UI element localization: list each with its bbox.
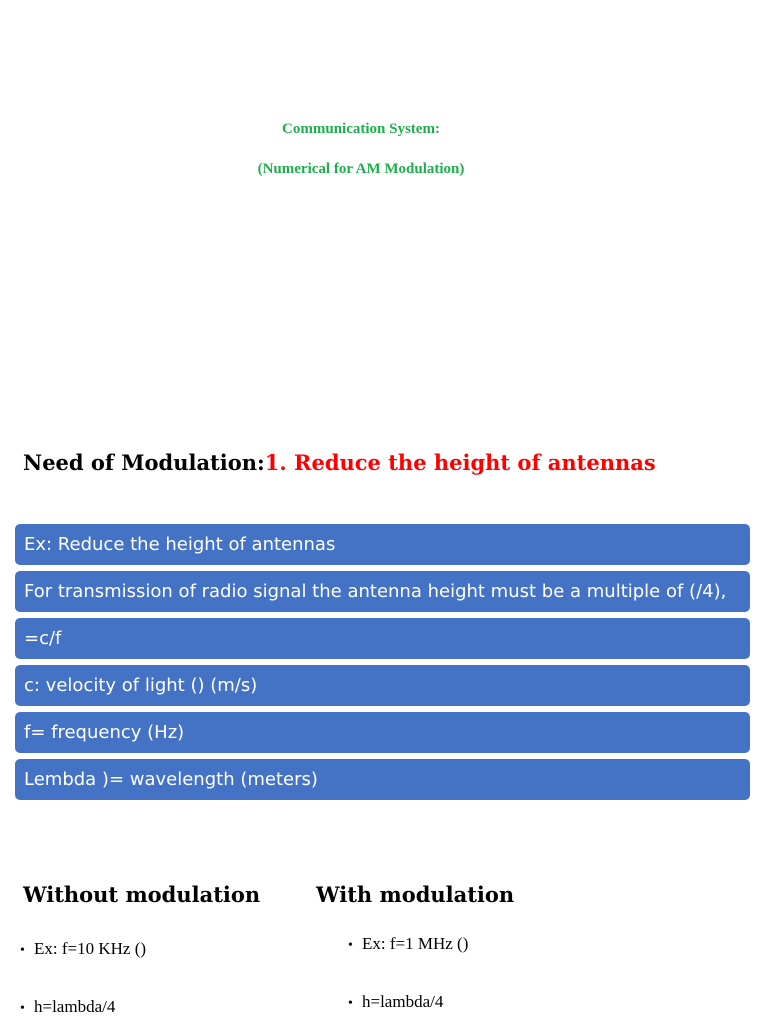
need-of-modulation-heading xyxy=(23,450,656,475)
definition-bar-wavelength: Lembda )= wavelength (meters) xyxy=(15,759,750,800)
bullet-icon: • xyxy=(348,996,353,1011)
bullet-text: h=lambda/4 xyxy=(362,992,444,1011)
bullet-icon: • xyxy=(20,1001,25,1016)
bullet-text: Ex: f=10 KHz () xyxy=(34,939,147,958)
need-heading-prefix: Need of Modulation: xyxy=(23,450,265,475)
need-heading-highlight: 1. Reduce the height of antennas xyxy=(264,450,656,475)
bullet-text: Ex: f=1 MHz () xyxy=(362,934,469,953)
bullet-icon: • xyxy=(20,943,25,958)
definition-bar-antenna-height: For transmission of radio signal the antenna height must be a multiple of (/4), xyxy=(15,571,750,612)
bullet-text: h=lambda/4 xyxy=(34,997,116,1016)
without-modulation-heading: Without modulation xyxy=(23,882,261,907)
without-modulation-bullet xyxy=(20,939,146,959)
bullet-icon: • xyxy=(348,938,353,953)
with-modulation-heading: With modulation xyxy=(316,882,515,907)
with-modulation-bullet xyxy=(348,992,443,1012)
definition-bar-velocity: c: velocity of light () (m/s) xyxy=(15,665,750,706)
definition-bar-list xyxy=(15,524,750,806)
with-modulation-bullet xyxy=(348,934,468,954)
without-modulation-bullet xyxy=(20,997,115,1017)
definition-bar-frequency: f= frequency (Hz) xyxy=(15,712,750,753)
page-title: Communication System: xyxy=(282,121,440,137)
definition-bar-example: Ex: Reduce the height of antennas xyxy=(15,524,750,565)
page-subtitle: (Numerical for AM Modulation) xyxy=(257,161,465,177)
definition-bar-formula: =c/f xyxy=(15,618,750,659)
